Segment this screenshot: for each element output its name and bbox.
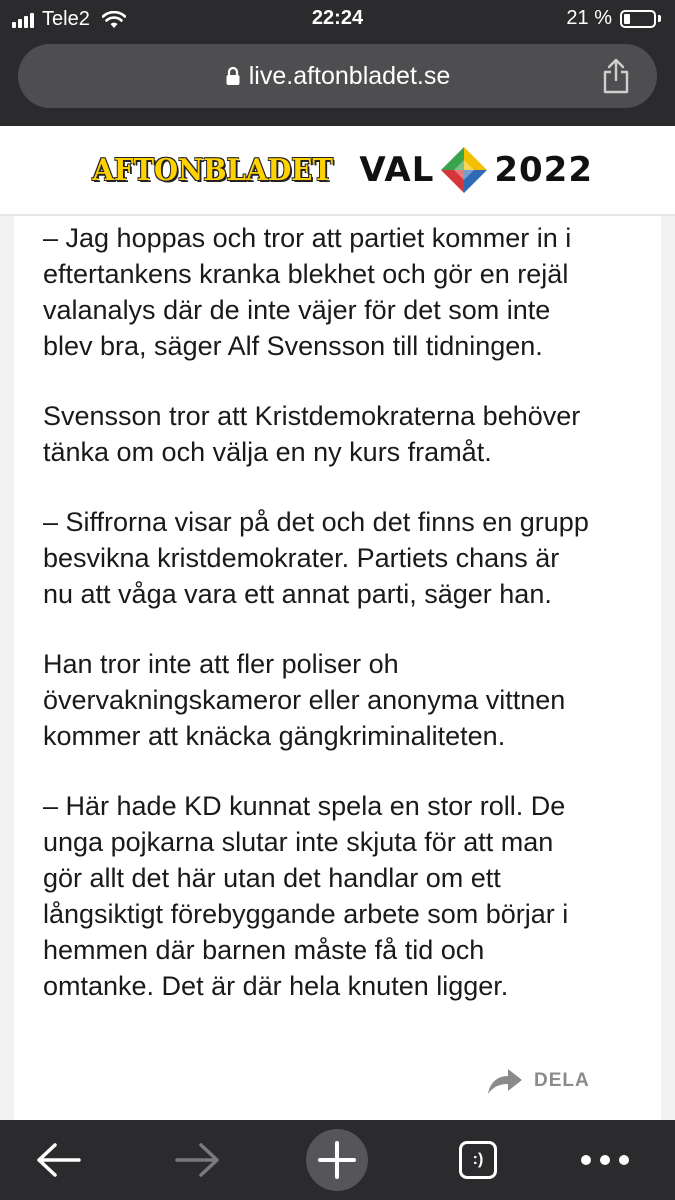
val-label: VAL xyxy=(359,150,435,190)
article-paragraph: – Jag hoppas och tror att partiet kommer in i eftertankens kranka blekhet och gör en rejäl valanalys där de inte väjer för det som inte blev bra, säger Alf Svensson till tidningen. xyxy=(43,223,572,361)
address-bar-content xyxy=(18,44,657,108)
plus-circle xyxy=(306,1129,368,1191)
browser-chrome-top xyxy=(0,0,675,126)
plus-icon xyxy=(317,1140,357,1180)
article-paragraph: Han tror inte att fler poliser oh övervakningskameror eller anonyma vittnen kommer att knäcka gängkriminaliteten. xyxy=(43,649,566,751)
browser-toolbar xyxy=(0,1120,675,1200)
battery-icon xyxy=(620,10,656,28)
share-icon[interactable] xyxy=(599,57,633,95)
status-bar xyxy=(0,0,675,38)
aftonbladet-logo[interactable]: AFTONBLADET xyxy=(92,152,333,188)
article-body xyxy=(43,220,643,1038)
battery-level xyxy=(624,14,630,24)
article-paragraph: – Här hade KD kunnat spela en stor roll. De unga pojkarna slutar inte skjuta för att man gör allt det här utan det handlar om ett långsiktigt förebyggande arbete som börjar i hemmen där barnen måste få tid och omtanke. Det är där hela knuten ligger. xyxy=(43,791,569,1001)
share-label: DELA xyxy=(534,1070,590,1091)
new-tab-button[interactable] xyxy=(306,1120,368,1200)
back-button[interactable] xyxy=(28,1120,88,1200)
carrier-name: Tele2 xyxy=(42,8,90,30)
article-paragraph: Svensson tror att Kristdemokraterna behöver tänka om och välja en ny kurs framåt. xyxy=(43,401,581,467)
election-diamond-icon xyxy=(440,146,488,194)
back-arrow-icon xyxy=(35,1142,81,1178)
forward-arrow-icon xyxy=(175,1142,221,1178)
lock-icon xyxy=(225,66,241,86)
share-arrow-icon xyxy=(486,1066,524,1096)
more-button[interactable] xyxy=(578,1120,632,1200)
more-dots-icon xyxy=(580,1154,630,1166)
url-text: live.aftonbladet.se xyxy=(248,61,451,90)
battery-percent: 21 % xyxy=(566,7,612,29)
share-button[interactable] xyxy=(486,1066,590,1096)
forward-button[interactable] xyxy=(168,1120,228,1200)
site-header xyxy=(0,126,675,216)
address-bar[interactable] xyxy=(18,44,657,108)
tabs-icon: :) xyxy=(459,1141,497,1179)
status-right xyxy=(566,7,661,30)
year-label: 2022 xyxy=(494,150,593,190)
article-paragraph: – Siffrorna visar på det och det finns en grupp besvikna kristdemokrater. Partiets chans är nu att våga vara ett annat parti, säger han. xyxy=(43,507,589,609)
battery-tip xyxy=(658,15,661,22)
tabs-button[interactable] xyxy=(458,1120,498,1200)
article-card xyxy=(14,216,661,1120)
status-time: 22:24 xyxy=(311,7,364,29)
